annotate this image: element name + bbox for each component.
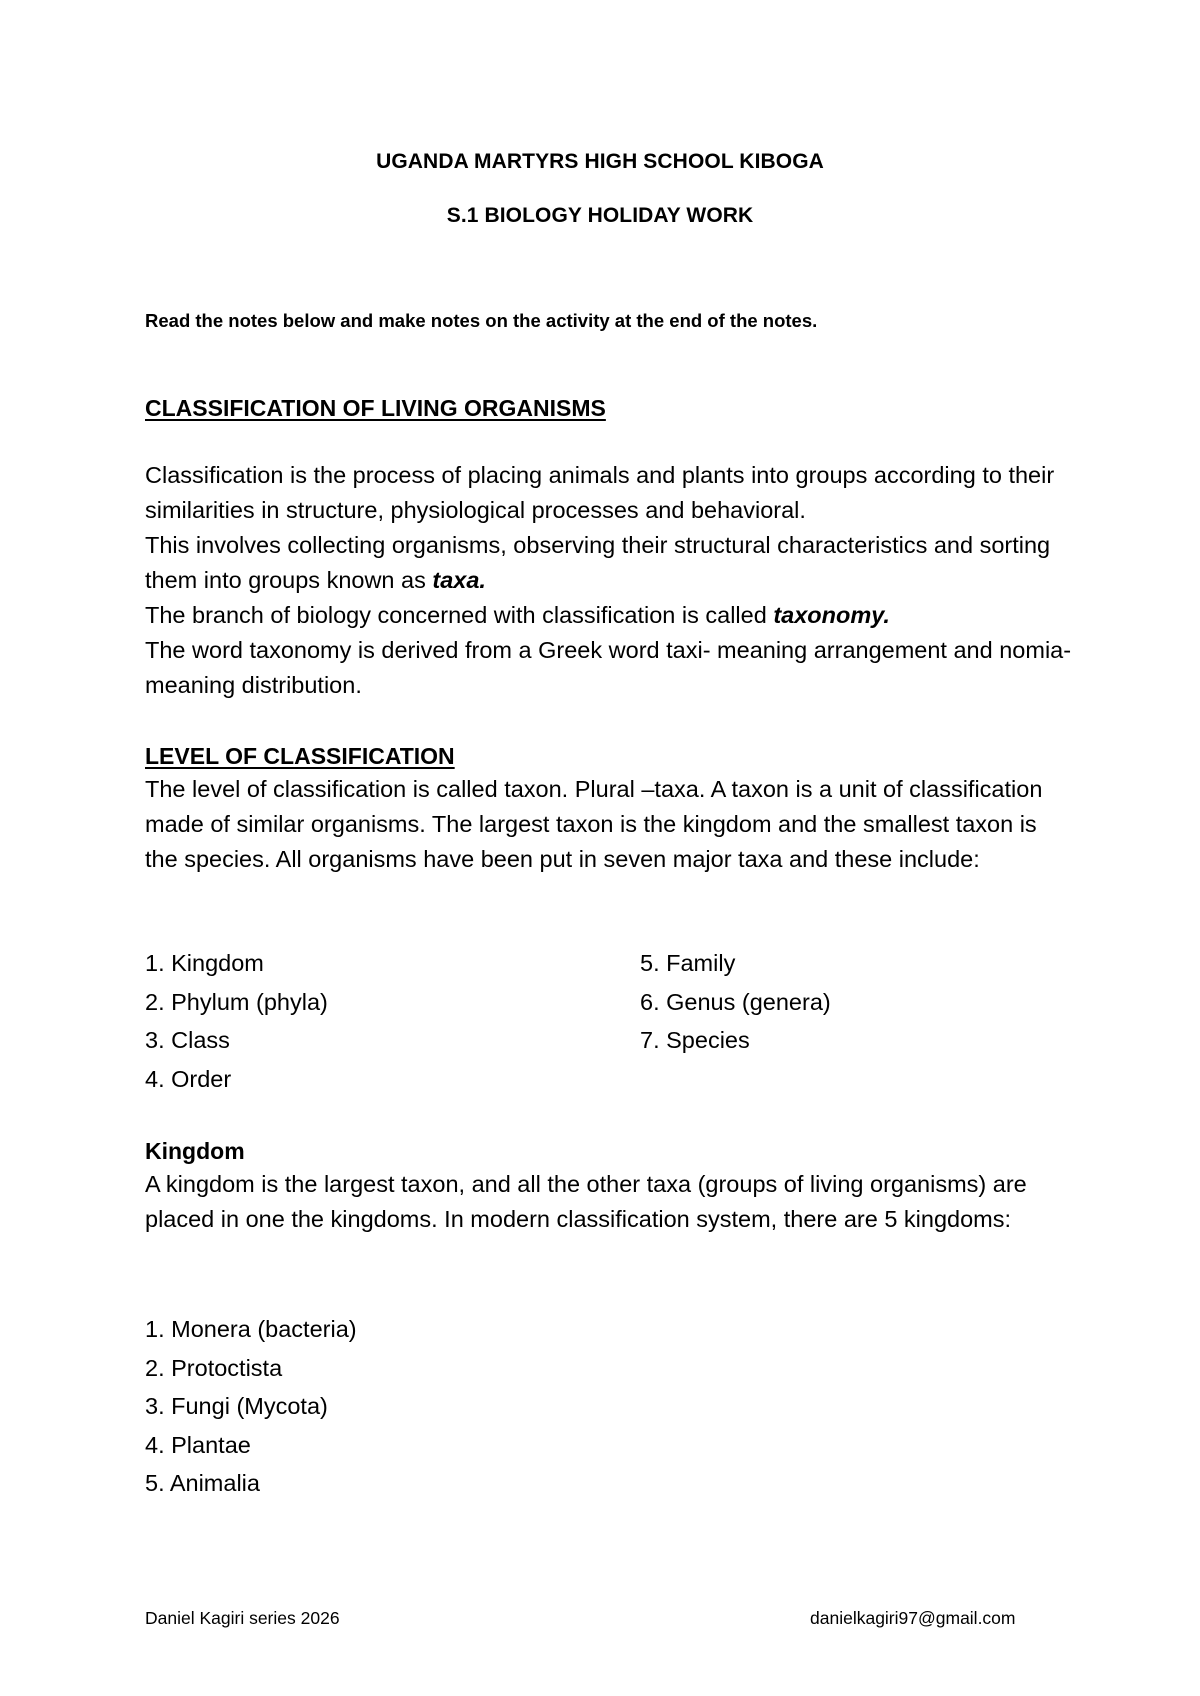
list-item: 3. Fungi (Mycota) bbox=[145, 1393, 328, 1419]
classification-process bbox=[145, 528, 1075, 598]
taxa-list-left bbox=[145, 944, 328, 1098]
level-heading: LEVEL OF CLASSIFICATION bbox=[145, 743, 455, 769]
list-item: 4. Order bbox=[145, 1065, 232, 1092]
list-item: 5. Family bbox=[640, 950, 736, 976]
list-item: 1. Kingdom bbox=[145, 950, 264, 976]
taxonomy-definition bbox=[145, 598, 1075, 633]
taxa-list-right bbox=[640, 944, 831, 1060]
list-item: 1. Monera (bacteria) bbox=[145, 1316, 357, 1342]
list-item: 4. Plantae bbox=[145, 1431, 251, 1458]
footer-author: Daniel Kagiri series 2026 bbox=[145, 1608, 340, 1628]
level-paragraph bbox=[145, 772, 1075, 877]
classification-paragraphs bbox=[145, 458, 1075, 703]
kingdom-heading: Kingdom bbox=[145, 1138, 245, 1164]
level-text: The level of classification is called taxon. Plural –taxa. A taxon is a unit of classification made of similar organisms. The largest taxon is the kingdom and the smallest taxon is the species. All organisms have been put in seven major taxa and these include: bbox=[145, 776, 1043, 872]
instruction-text: Read the notes below and make notes on the activity at the end of the notes. bbox=[145, 310, 818, 331]
list-item: 2. Phylum (phyla) bbox=[145, 988, 328, 1015]
kingdom-text: A kingdom is the largest taxon, and all the other taxa (groups of living organisms) are placed in one the kingdoms. In modern classification system, there are 5 kingdoms: bbox=[145, 1171, 1027, 1232]
list-item: 5. Animalia bbox=[145, 1470, 260, 1496]
document-subtitle: S.1 BIOLOGY HOLIDAY WORK bbox=[446, 204, 754, 227]
taxonomy-definition-text: The branch of biology concerned with classification is called bbox=[145, 602, 774, 628]
taxonomy-etymology: The word taxonomy is derived from a Greek word taxi- meaning arrangement and nomia-meaning distribution. bbox=[145, 637, 1072, 698]
classification-definition: Classification is the process of placing animals and plants into groups according to their similarities in structure, physiological processes and behavioral. bbox=[145, 462, 1055, 523]
list-item: 6. Genus (genera) bbox=[640, 988, 831, 1015]
kingdoms-list bbox=[145, 1310, 357, 1503]
school-title: UGANDA MARTYRS HIGH SCHOOL KIBOGA bbox=[376, 150, 824, 173]
term-taxa: taxa. bbox=[432, 567, 486, 593]
list-item: 2. Protoctista bbox=[145, 1354, 283, 1381]
list-item: 3. Class bbox=[145, 1027, 230, 1053]
classification-heading: CLASSIFICATION OF LIVING ORGANISMS bbox=[145, 395, 606, 421]
footer-email: danielkagiri97@gmail.com bbox=[810, 1608, 1016, 1628]
term-taxonomy: taxonomy. bbox=[773, 602, 890, 628]
list-item: 7. Species bbox=[640, 1027, 750, 1053]
classification-process-text: This involves collecting organisms, observing their structural characteristics and sorting them into groups known as bbox=[145, 532, 1051, 593]
kingdom-paragraph bbox=[145, 1167, 1075, 1237]
